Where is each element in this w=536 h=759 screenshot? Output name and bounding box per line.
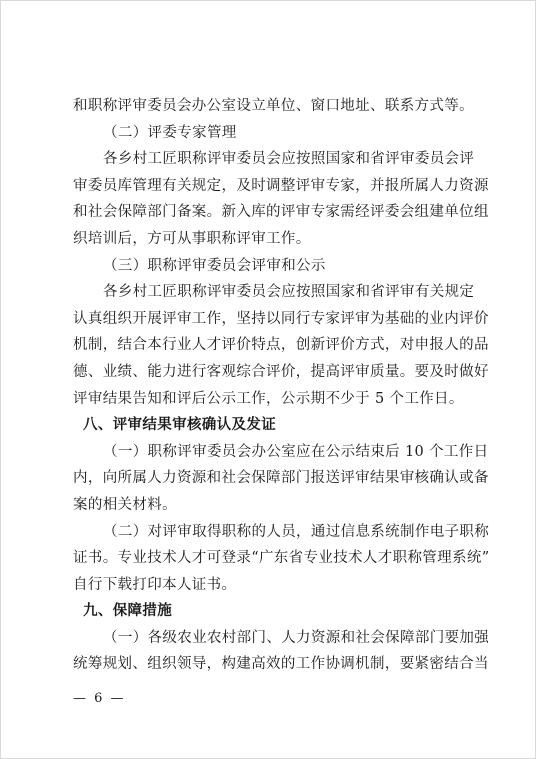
body-text-line: （二）对评审取得职称的人员，通过信息系统制作电子职称 <box>103 523 490 540</box>
body-text-line: 证书。专业技术人才可登录“广东省专业技术人才职称管理系统” <box>73 550 490 567</box>
body-text-line: 统筹规划、组织领导，构建高效的工作协调机制，要紧密结合当 <box>73 656 489 673</box>
body-text-line: 各乡村工匠职称评审委员会应按照国家和省评审委员会评 <box>103 151 475 168</box>
body-text-line: 各乡村工匠职称评审委员会应按照国家和省评审有关规定 <box>103 284 475 301</box>
body-text-line: 和社会保障部门备案。新入库的评审专家需经评委会组建单位组 <box>73 204 489 221</box>
subsection-heading: （三）职称评审委员会评审和公示 <box>103 257 326 274</box>
body-text-line: （一）各级农业农村部门、人力资源和社会保障部门要加强 <box>103 629 490 646</box>
body-text-line: （一）职称评审委员会办公室应在公示结束后 10 个工作日 <box>103 443 489 460</box>
body-text-line: 评审结果告知和评后公示工作，公示期不少于 5 个工作日。 <box>73 390 464 407</box>
body-text-line: 机制，结合本行业人才评价特点，创新评价方式，对申报人的品 <box>73 337 489 354</box>
body-text-line: 内，向所属人力资源和社会保障部门报送评审结果审核确认或备 <box>73 470 489 487</box>
body-text-line: 和职称评审委员会办公室设立单位、窗口地址、联系方式等。 <box>73 98 474 114</box>
page-number: — 6 — <box>73 691 126 706</box>
body-text-line: 审委员库管理有关规定，及时调整评审专家，并报所属人力资源 <box>73 177 489 194</box>
document-body <box>73 93 490 678</box>
body-text-line: 认真组织开展评审工作，坚持以同行专家评审为基础的业内评价 <box>73 310 489 327</box>
subsection-heading: （二）评委专家管理 <box>103 124 237 141</box>
section-heading: 九、保障措施 <box>83 603 173 620</box>
body-text-line: 案的相关材料。 <box>73 496 177 513</box>
section-heading: 八、评审结果审核确认及发证 <box>83 417 277 434</box>
body-text-line: 织培训后，方可从事职称评审工作。 <box>73 230 311 247</box>
body-text-line: 德、业绩、能力进行客观综合评价，提高评审质量。要及时做好 <box>73 363 489 380</box>
body-text-line: 自行下载打印本人证书。 <box>73 576 237 593</box>
